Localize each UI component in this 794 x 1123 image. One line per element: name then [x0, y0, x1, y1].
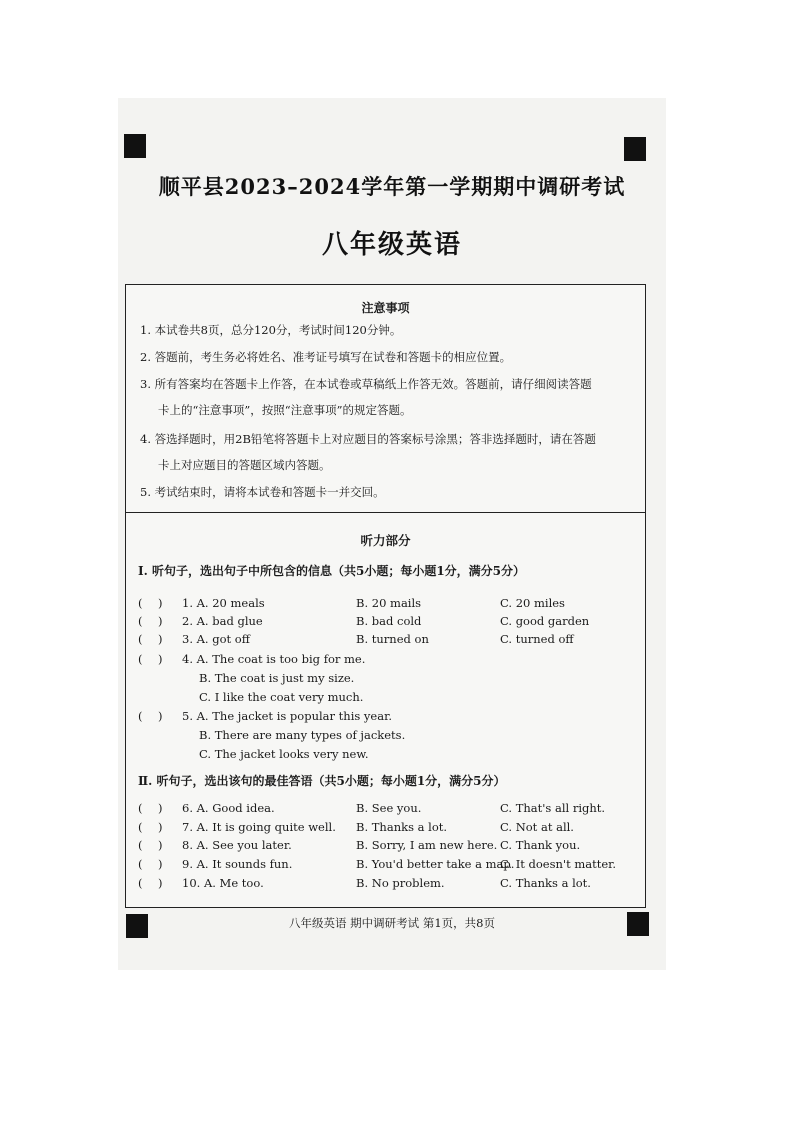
answer-bracket-open: ( — [138, 614, 143, 628]
option-b: B. No problem. — [356, 876, 445, 890]
option-c: C. turned off — [500, 632, 574, 646]
question-row — [138, 801, 638, 819]
answer-bracket-open: ( — [138, 596, 143, 610]
answer-bracket-open: ( — [138, 820, 143, 834]
option-c: C. That's all right. — [500, 801, 606, 815]
question-row — [138, 596, 638, 614]
answer-bracket-open: ( — [138, 857, 143, 871]
page-footer: 八年级英语 期中调研考试 第1页，共8页 — [289, 916, 495, 930]
registration-mark-top-right — [624, 137, 646, 161]
option-c: C. It doesn't matter. — [500, 857, 617, 871]
notice-title: 注意事项 — [361, 301, 410, 315]
listening-section-title: 听力部分 — [360, 533, 411, 548]
notice-item-2: 2. 答题前，考生务必将姓名、准考证号填写在试卷和答题卡的相应位置。 — [140, 350, 512, 364]
notice-item-3-cont: 卡上的“注意事项”，按照“注意事项”的规定答题。 — [158, 403, 412, 417]
notice-item-4-cont: 卡上对应题目的答题区域内答题。 — [158, 458, 331, 472]
answer-bracket-open: ( — [138, 709, 143, 723]
option-a: 1. A. 20 meals — [182, 596, 265, 610]
question-row — [138, 876, 638, 894]
part1-heading: Ⅰ. 听句子，选出句子中所包含的信息（共5小题；每小题1分，满分5分） — [138, 564, 526, 578]
option-a: 4. A. The coat is too big for me. — [182, 652, 366, 666]
question-row — [138, 614, 638, 632]
question-row — [138, 857, 638, 875]
registration-mark-top-left — [124, 134, 146, 158]
answer-bracket-close: ) — [158, 632, 163, 646]
option-a: 3. A. got off — [182, 632, 250, 646]
option-a: 5. A. The jacket is popular this year. — [182, 709, 392, 723]
answer-bracket-close: ) — [158, 596, 163, 610]
option-c: C. Thanks a lot. — [500, 876, 591, 890]
exam-title: 顺平县2023–2024学年第一学期期中调研考试 — [158, 174, 626, 199]
question-row — [138, 838, 638, 856]
answer-bracket-close: ) — [158, 652, 163, 666]
notice-item-3: 3. 所有答案均在答题卡上作答，在本试卷或草稿纸上作答无效。答题前，请仔细阅读答题 — [140, 377, 592, 391]
option-c: C. The jacket looks very new. — [199, 747, 369, 761]
question-row — [138, 709, 638, 727]
content-box — [125, 284, 646, 908]
option-c: C. Thank you. — [500, 838, 581, 852]
answer-bracket-close: ) — [158, 801, 163, 815]
option-a: 2. A. bad glue — [182, 614, 263, 628]
question-row — [138, 820, 638, 838]
option-a: 7. A. It is going quite well. — [182, 820, 336, 834]
answer-bracket-close: ) — [158, 876, 163, 890]
answer-bracket-close: ) — [158, 857, 163, 871]
answer-bracket-open: ( — [138, 652, 143, 666]
option-b: B. 20 mails — [356, 596, 422, 610]
option-c: C. Not at all. — [500, 820, 574, 834]
option-b: B. bad cold — [356, 614, 422, 628]
option-c: C. I like the coat very much. — [199, 690, 364, 704]
question-row — [138, 632, 638, 650]
option-c: C. good garden — [500, 614, 590, 628]
notice-item-5: 5. 考试结束时，请将本试卷和答题卡一并交回。 — [140, 485, 385, 499]
question-row — [138, 652, 638, 670]
option-c: C. 20 miles — [500, 596, 565, 610]
answer-bracket-close: ) — [158, 838, 163, 852]
option-b: B. The coat is just my size. — [199, 671, 355, 685]
answer-bracket-close: ) — [158, 614, 163, 628]
answer-bracket-close: ) — [158, 820, 163, 834]
option-a: 6. A. Good idea. — [182, 801, 275, 815]
option-b: B. Sorry, I am new here. — [356, 838, 498, 852]
section-divider — [126, 512, 645, 513]
notice-item-4: 4. 答选择题时，用2B铅笔将答题卡上对应题目的答案标号涂黑；答非选择题时，请在答题 — [140, 432, 596, 446]
option-b: B. There are many types of jackets. — [199, 728, 406, 742]
option-a: 9. A. It sounds fun. — [182, 857, 293, 871]
subject-title: 八年级英语 — [321, 230, 462, 260]
option-a: 10. A. Me too. — [182, 876, 264, 890]
answer-bracket-open: ( — [138, 838, 143, 852]
option-a: 8. A. See you later. — [182, 838, 292, 852]
option-b: B. turned on — [356, 632, 429, 646]
answer-bracket-open: ( — [138, 801, 143, 815]
option-b: B. Thanks a lot. — [356, 820, 448, 834]
option-b: B. See you. — [356, 801, 422, 815]
answer-bracket-open: ( — [138, 876, 143, 890]
notice-item-1: 1. 本试卷共8页，总分120分，考试时间120分钟。 — [140, 323, 402, 337]
part2-heading: Ⅱ. 听句子，选出该句的最佳答语（共5小题；每小题1分，满分5分） — [138, 774, 506, 788]
option-b: B. You'd better take a map. — [356, 857, 515, 871]
answer-bracket-close: ) — [158, 709, 163, 723]
answer-bracket-open: ( — [138, 632, 143, 646]
